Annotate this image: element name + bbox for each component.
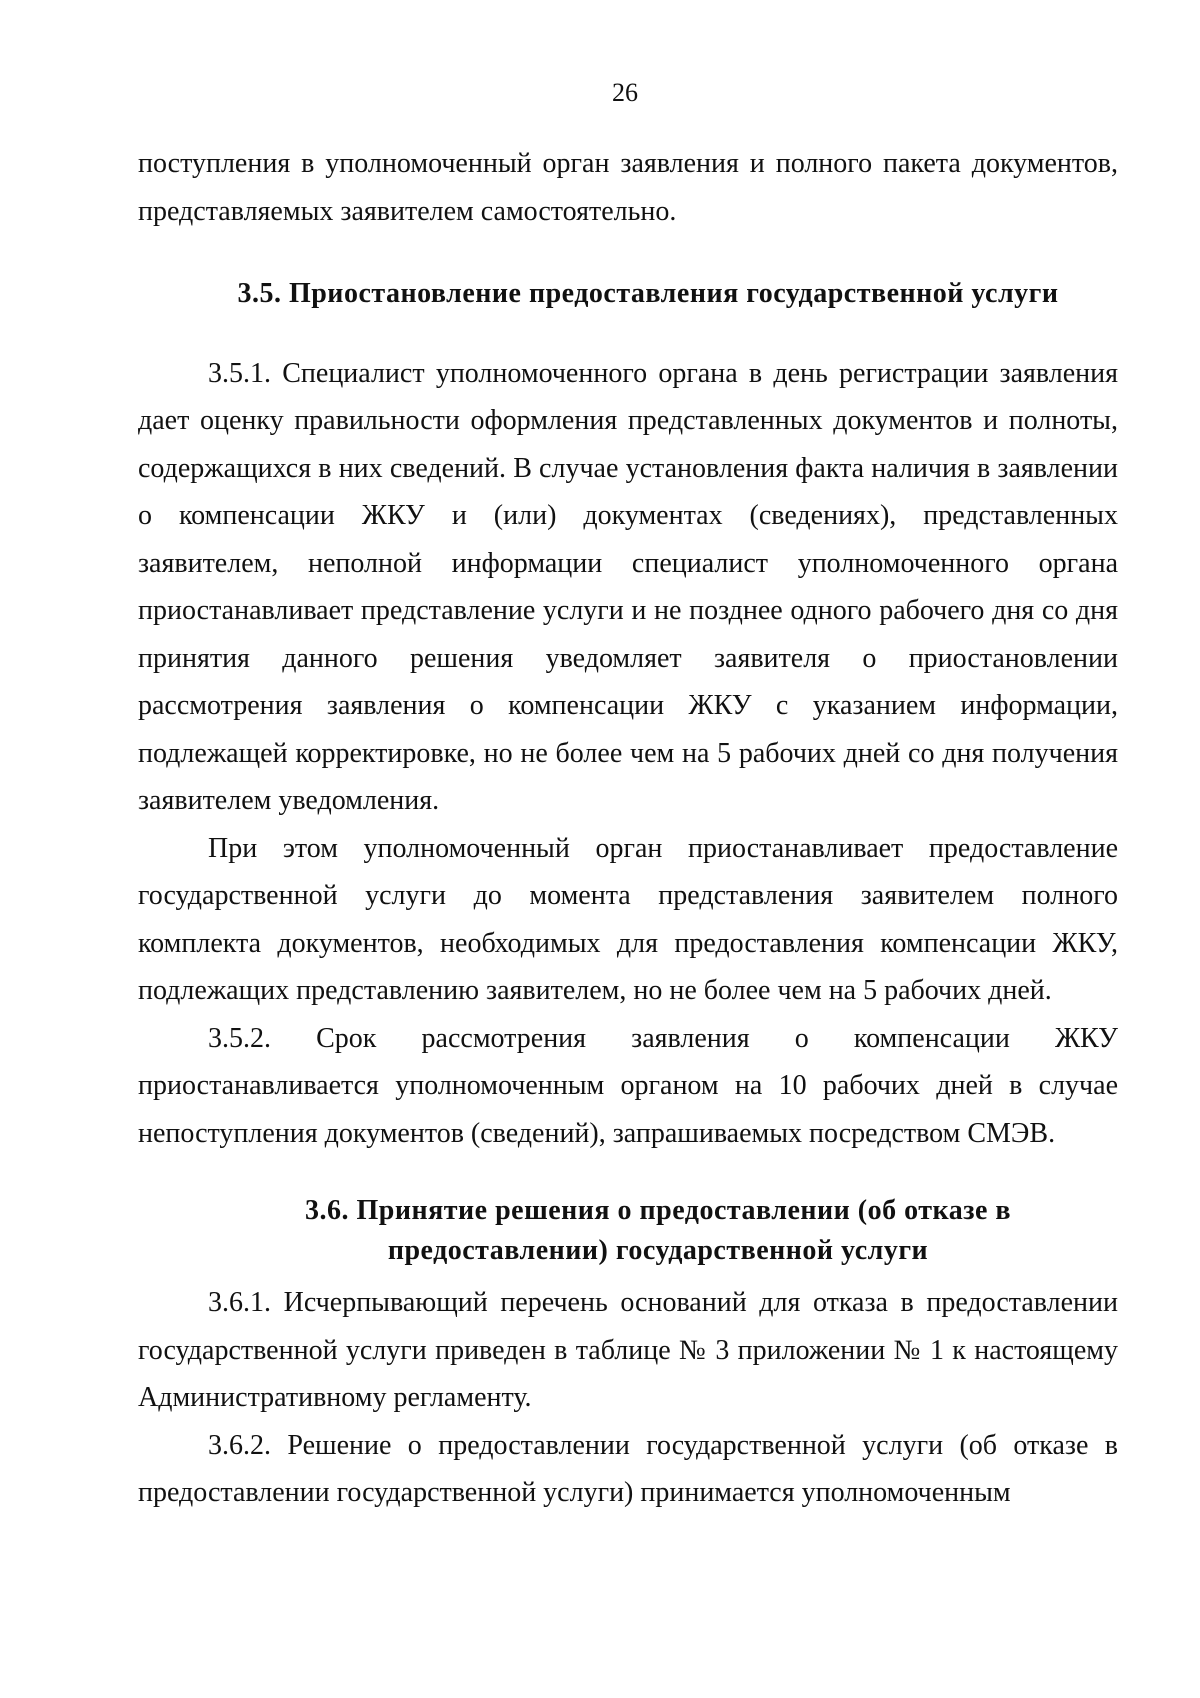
paragraph-3-6-2: 3.6.2. Решение о предоставлении государственной услуги (об отказе в предоставлении государственной услуги) принимается уполномоченным — [138, 1429, 1118, 1508]
paragraph-3-5-1: 3.5.1. Специалист уполномоченного органа в день регистрации заявления дает оценку правильности оформления представленных документов и полноты, содержащихся в них сведений. В случае установления факта наличия в заявлении о компенсации ЖКУ и (или) документах (сведениях), представленных заявителем, неполной информации специалист уполномоченного органа приостанавливает представление услуги и не позднее одного рабочего дня со дня принятия данного решения уведомляет заявителя о приостановлении рассмотрения заявления о компенсации ЖКУ с указанием информации, подлежащей корректировке, но не более чем на 5 рабочих дней со дня получения заявителем уведомления. — [138, 357, 1118, 816]
page-number: 26 — [612, 78, 638, 107]
section-heading-3-6-line-1: 3.6. Принятие решения о предоставлении (об отказе в — [304, 1195, 1012, 1226]
paragraph-3-5-2: 3.5.2. Срок рассмотрения заявления о компенсации ЖКУ приостанавливается уполномоченным органом на 10 рабочих дней в случае непоступления документов (сведений), запрашиваемых посредством СМЭВ. — [138, 1022, 1118, 1149]
section-heading-3-5: 3.5. Приостановление предоставления государственной услуги — [237, 278, 1059, 309]
section-heading-3-6-line-2: предоставлении) государственной услуги — [387, 1235, 929, 1266]
section-heading-3-6 — [138, 1191, 1118, 1271]
paragraph-3-6-1: 3.6.1. Исчерпывающий перечень оснований для отказа в предоставлении государственной услуги приведен в таблице № 3 приложении № 1 к настоящему Административному регламенту. — [138, 1287, 1118, 1413]
document-body — [138, 140, 1118, 1517]
paragraph-continuation: поступления в уполномоченный орган заявления и полного пакета документов, представляемых заявителем самостоятельно. — [138, 148, 1118, 227]
paragraph-3-5-1-continued: При этом уполномоченный орган приостанавливает предоставление государственной услуги до момента представления заявителем полного комплекта документов, необходимых для предоставления компенсации ЖКУ, подлежащих представлению заявителем, но не более чем на 5 рабочих дней. — [138, 832, 1118, 1006]
